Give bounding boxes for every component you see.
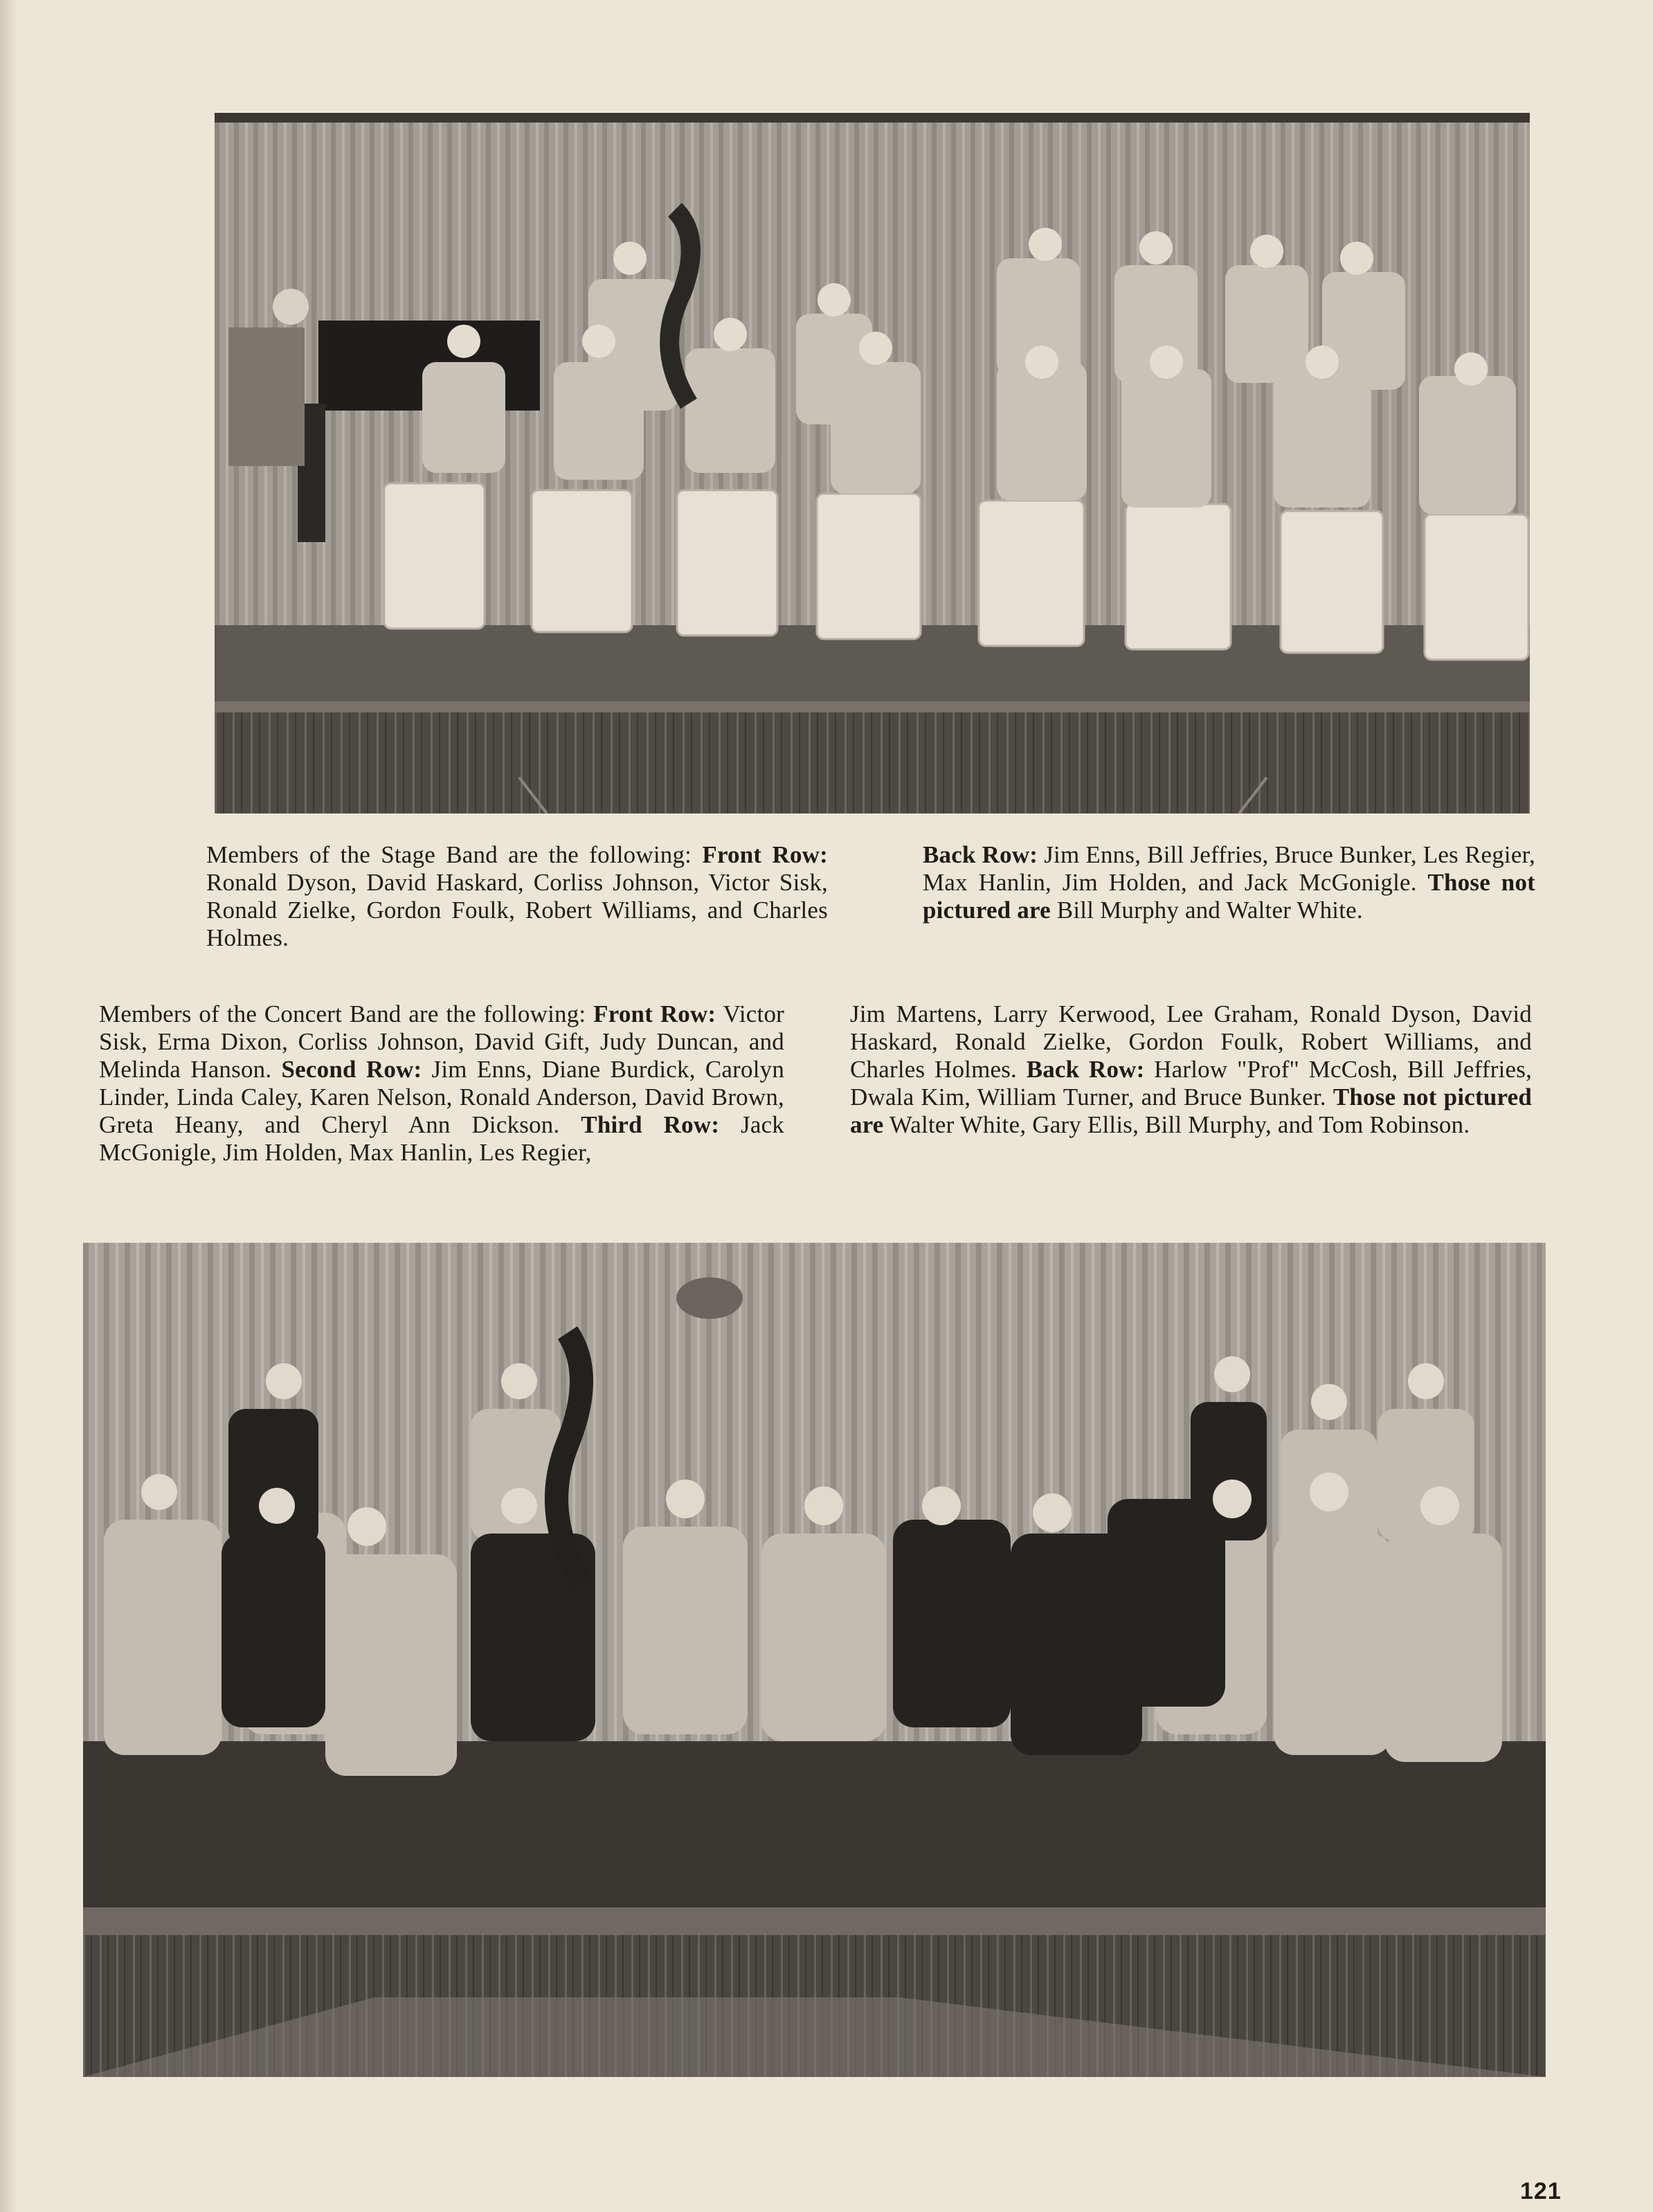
page-number: 121 xyxy=(1520,2178,1562,2204)
stage-band-back-row-label: Back Row: xyxy=(923,841,1038,868)
stage-band-not-pictured-names: Bill Murphy and Walter White. xyxy=(1056,897,1363,924)
concert-band-front-row-names: Victor Sisk, Erma Dixon, Corliss Johnson, David Gift, Judy Duncan, and Melinda Hanson. xyxy=(99,1000,785,1083)
concert-band-second-row-label: Second Row: xyxy=(281,1056,422,1083)
stage-band-caption-right xyxy=(923,841,1535,924)
concert-band-caption-right xyxy=(850,1000,1532,1139)
stage-band-not-pictured-label: Those not pictured are xyxy=(923,869,1535,924)
concert-band-not-pictured-names: Walter White, Gary Ellis, Bill Murphy, and Tom Robinson. xyxy=(889,1111,1470,1138)
concert-band-back-row-label: Back Row: xyxy=(1026,1056,1145,1083)
stage-band-back-row-names: Jim Enns, Bill Jeffries, Bruce Bunker, Les Regier, Max Hanlin, Jim Holden, and Jack McGonigle. xyxy=(923,841,1535,896)
concert-band-third-row-label: Third Row: xyxy=(581,1111,720,1138)
concert-band-not-pictured-label: Those not pictured are xyxy=(850,1083,1533,1138)
page-binding-edge xyxy=(0,0,18,2212)
concert-band-photo xyxy=(83,1243,1546,2077)
stage-band-front-row-label: Front Row: xyxy=(702,841,829,868)
stage-band-caption-left xyxy=(206,841,828,952)
concert-band-third-row-names-part1: Jack McGonigle, Jim Holden, Max Hanlin, Les Regier, xyxy=(99,1111,785,1166)
stage-band-intro: Members of the Stage Band are the following: xyxy=(206,841,692,868)
stage-band-front-row-names: Ronald Dyson, David Haskard, Corliss Johnson, Victor Sisk, Ronald Zielke, Gordon Foulk, Robert Williams, and Charles Holmes. xyxy=(206,869,828,951)
stage-band-photo xyxy=(215,113,1530,813)
concert-band-second-row-names: Jim Enns, Diane Burdick, Carolyn Linder, Linda Caley, Karen Nelson, Ronald Anderson, David Brown, Greta Heany, and Cheryl Ann Dickson. xyxy=(99,1056,785,1138)
concert-band-caption-left xyxy=(99,1000,784,1167)
concert-band-front-row-label: Front Row: xyxy=(593,1000,716,1027)
concert-band-third-row-names-part2: Jim Martens, Larry Kerwood, Lee Graham, Ronald Dyson, David Haskard, Ronald Zielke, Gordon Foulk, Robert Williams, and Charles Holmes. xyxy=(850,1000,1532,1083)
concert-band-intro: Members of the Concert Band are the following: xyxy=(99,1000,586,1027)
concert-band-back-row-names: Harlow "Prof" McCosh, Bill Jeffries, Dwala Kim, William Turner, and Bruce Bunker. xyxy=(850,1056,1533,1111)
